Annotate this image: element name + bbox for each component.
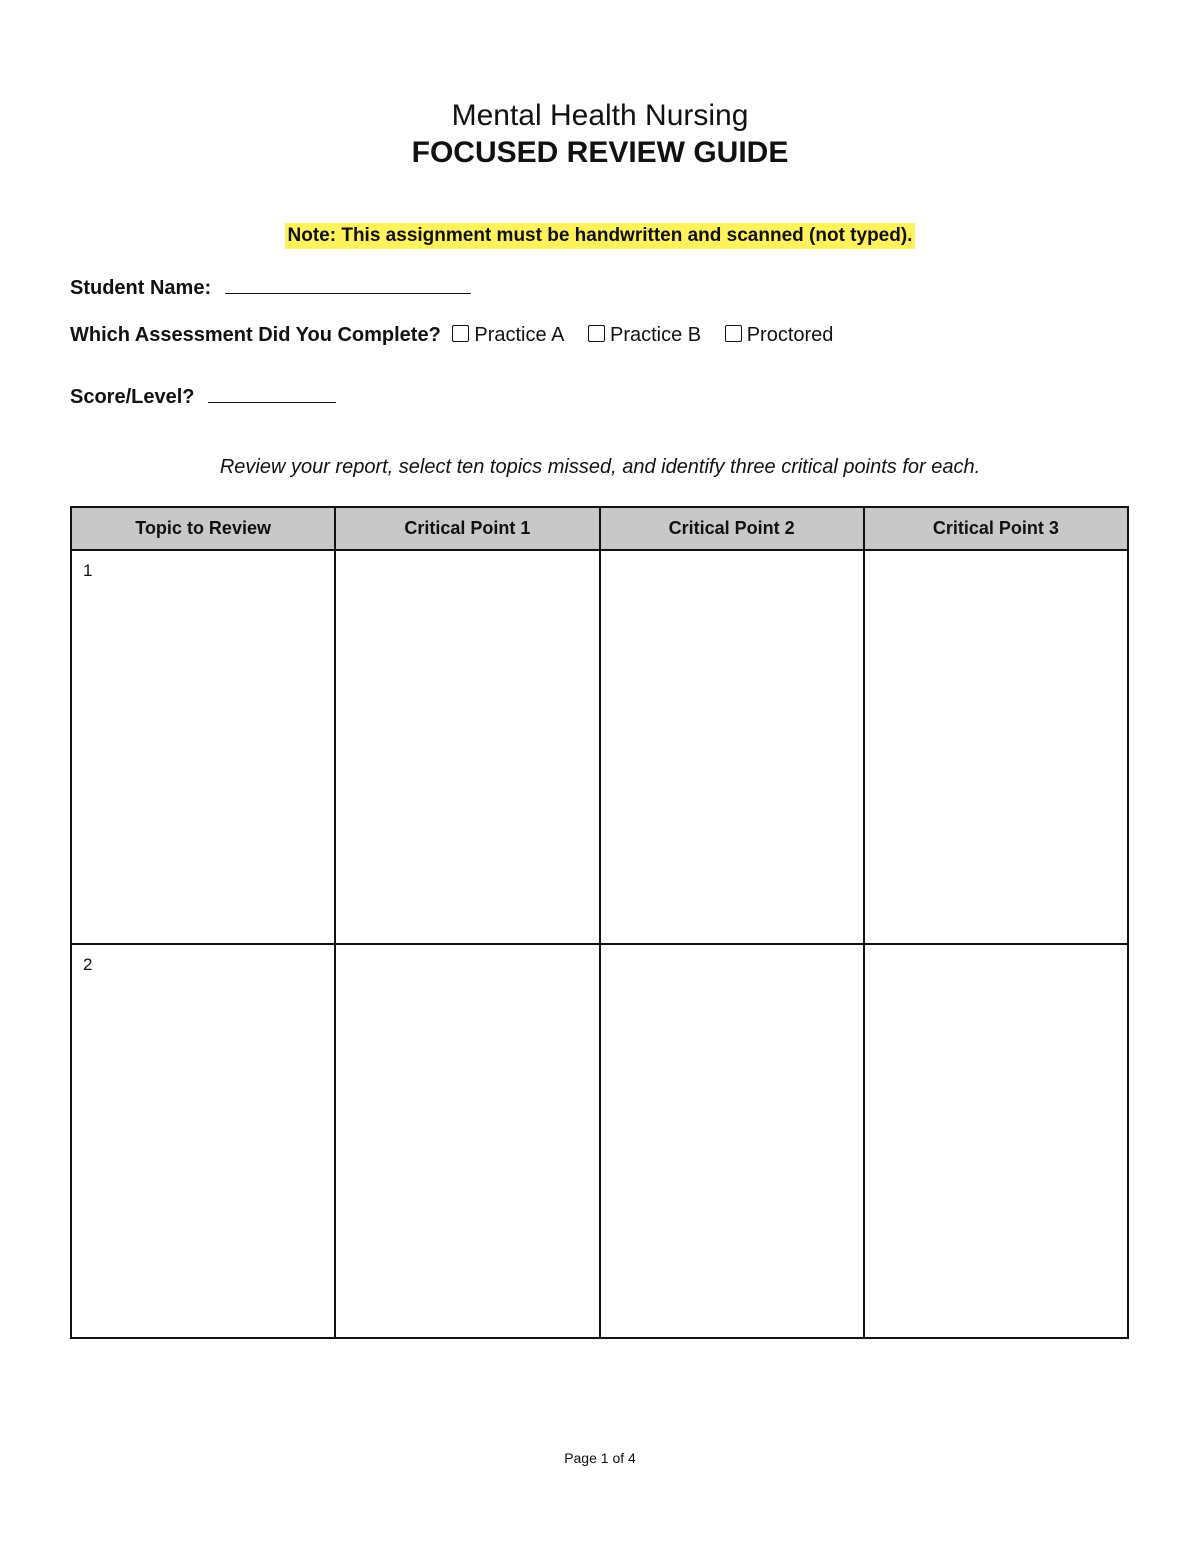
review-table: [70, 506, 1129, 1339]
assessment-field: [70, 322, 845, 348]
checkbox-proctored[interactable]: [725, 325, 742, 342]
student-name-input-line[interactable]: [225, 273, 471, 294]
option-practice-a-label: Practice A: [474, 324, 565, 346]
critical-point-1-cell[interactable]: [335, 944, 599, 1338]
assessment-label: Which Assessment Did You Complete?: [70, 324, 441, 346]
table-row: [71, 550, 1128, 944]
table-header-row: [71, 507, 1128, 550]
option-practice-b-label: Practice B: [609, 324, 702, 346]
topic-cell[interactable]: [71, 550, 335, 944]
document-subtitle: FOCUSED REVIEW GUIDE: [411, 136, 789, 169]
score-input-line[interactable]: [208, 382, 336, 403]
option-proctored-label: Proctored: [746, 324, 834, 346]
checkbox-practice-a[interactable]: [452, 325, 469, 342]
header-critical-point-2: Critical Point 2: [600, 507, 864, 550]
row-number: 2: [83, 955, 93, 974]
student-name-field: [70, 273, 471, 301]
option-practice-b[interactable]: [588, 322, 701, 348]
score-field: [70, 382, 336, 410]
critical-point-2-cell[interactable]: [600, 550, 864, 944]
document-title: Mental Health Nursing: [451, 99, 749, 132]
critical-point-3-cell[interactable]: [864, 550, 1128, 944]
topic-cell[interactable]: [71, 944, 335, 1338]
critical-point-3-cell[interactable]: [864, 944, 1128, 1338]
score-label: Score/Level?: [70, 386, 195, 408]
checkbox-practice-b[interactable]: [588, 325, 605, 342]
row-number: 1: [83, 561, 93, 580]
header-critical-point-3: Critical Point 3: [864, 507, 1128, 550]
handwritten-note: Note: This assignment must be handwritten and scanned (not typed).: [285, 223, 916, 249]
note-container: [0, 223, 1200, 249]
header-critical-point-1: Critical Point 1: [335, 507, 599, 550]
critical-point-2-cell[interactable]: [600, 944, 864, 1338]
page-number: Page 1 of 4: [564, 1450, 636, 1466]
table-row: [71, 944, 1128, 1338]
option-practice-a[interactable]: [452, 322, 564, 348]
student-name-label: Student Name:: [70, 277, 212, 299]
critical-point-1-cell[interactable]: [335, 550, 599, 944]
option-proctored[interactable]: [725, 322, 834, 348]
instruction-text: Review your report, select ten topics missed, and identify three critical points for each.: [219, 456, 981, 478]
header-topic: Topic to Review: [71, 507, 335, 550]
